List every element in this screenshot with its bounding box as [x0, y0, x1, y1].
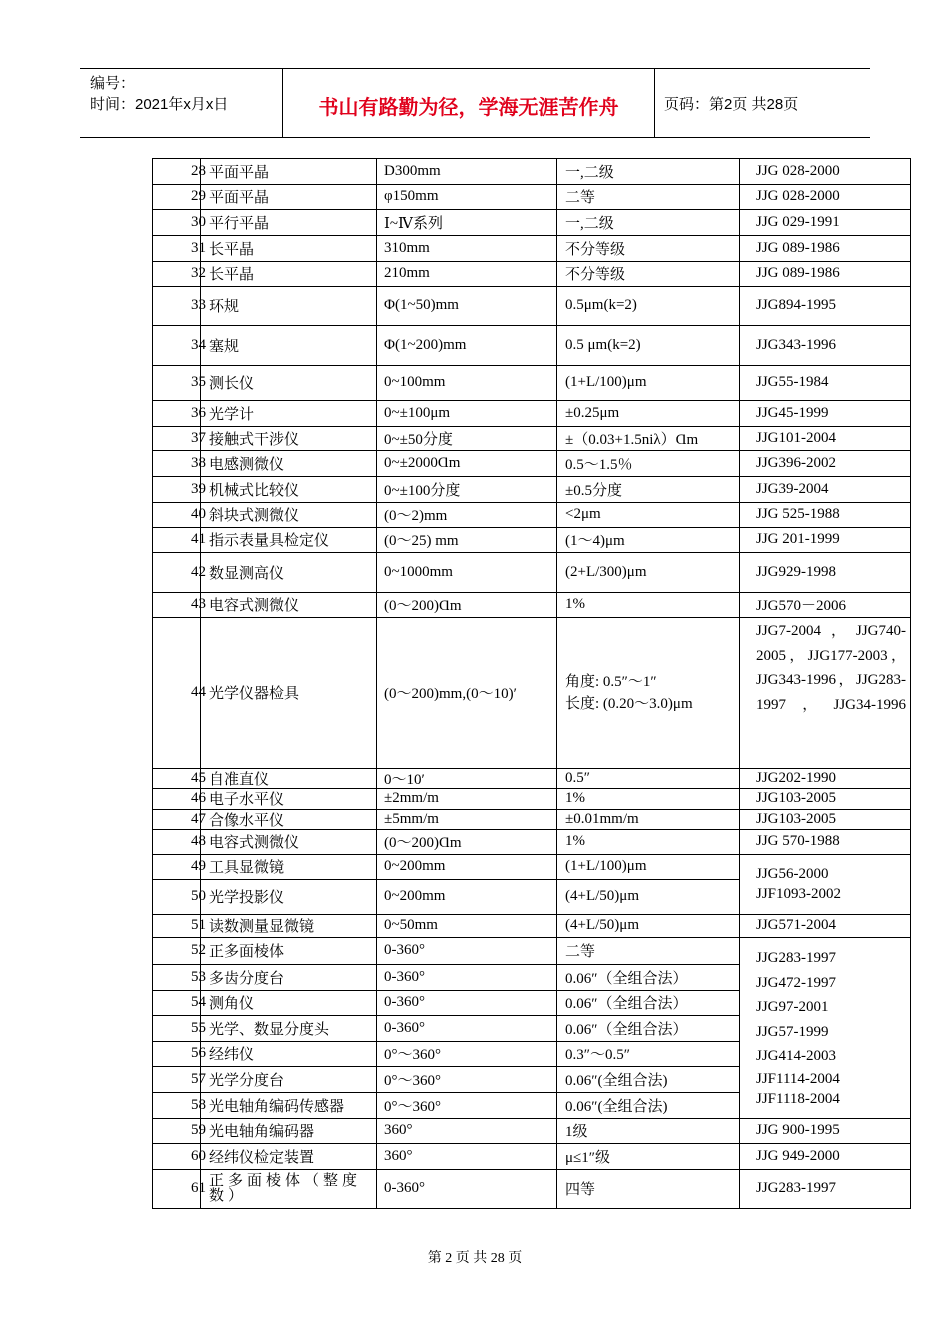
- standard-code: JJG97-2001: [756, 999, 829, 1016]
- standard-code: JJG101-2004: [756, 429, 837, 446]
- accuracy: 1%: [565, 833, 585, 849]
- measurement-range: 0~100mm: [384, 374, 446, 390]
- standard-code: JJG396-2002: [756, 454, 837, 471]
- accuracy: <2μm: [565, 506, 601, 522]
- instrument-name: 正多面棱体（整度数）: [209, 1172, 362, 1204]
- accuracy: (1+L/100)μm: [565, 858, 647, 874]
- instrument-name: 读数测量显微镜: [209, 919, 315, 935]
- accuracy: 0.06″（全组合法）: [565, 970, 688, 987]
- accuracy: 1级: [565, 1124, 588, 1140]
- instrument-name: 环规: [209, 299, 240, 315]
- accuracy: 四等: [565, 1182, 596, 1198]
- instrument-name: 测长仪: [209, 376, 255, 392]
- measurement-range: 0~±100分度: [384, 482, 461, 499]
- accuracy: 0.5μm(k=2): [565, 297, 637, 313]
- standard-code: JJG7-2004，JJG740-2005，JJG177-2003，JJG343-1996，JJG283-1997，JJG34-1996: [756, 623, 906, 713]
- accuracy: ±（0.03+1.5niλ）Ɑm: [565, 431, 699, 448]
- measurement-range: 0~1000mm: [384, 563, 453, 580]
- instrument-table: [152, 158, 911, 1209]
- page-footer: 第 2 页 共 28 页: [427, 1251, 523, 1266]
- instrument-name: 平面平晶: [209, 190, 270, 206]
- measurement-range: 0°～360°: [384, 1072, 441, 1089]
- instrument-name: 电容式测微仪: [209, 835, 300, 851]
- measurement-range: D300mm: [384, 162, 441, 179]
- standard-code: JJG414-2003: [756, 1048, 837, 1065]
- accuracy: ±0.01mm/m: [565, 810, 639, 827]
- header-meta: [90, 73, 228, 115]
- measurement-range: 0~200mm: [384, 858, 446, 874]
- row-number: 32: [191, 265, 206, 281]
- measurement-range: ±5mm/m: [384, 810, 439, 827]
- row-number: 55: [191, 1019, 206, 1036]
- column-line: [910, 158, 911, 1209]
- accuracy: (1+L/100)μm: [565, 374, 647, 390]
- standard-code: JJG472-1997: [756, 974, 837, 991]
- time-label: 时间：2021年x月x日: [90, 96, 229, 113]
- row-number: 41: [191, 531, 206, 547]
- accuracy: 不分等级: [565, 267, 626, 283]
- measurement-range: 0~±2000Ɑm: [384, 454, 461, 471]
- instrument-name: 电感测微仪: [209, 456, 285, 473]
- row-number: 60: [191, 1147, 206, 1164]
- row-number: 29: [191, 188, 206, 204]
- standard-code: JJG 089-1986: [756, 265, 840, 281]
- instrument-name: 光学仪器检具: [209, 686, 300, 702]
- standard-code: JJG 029-1991: [756, 213, 840, 230]
- accuracy-angle: 角度: 0.5″～1″: [565, 673, 657, 690]
- measurement-range: (0～200)mm,(0～10)′: [384, 686, 517, 702]
- standard-code: JJG 949-2000: [756, 1147, 840, 1164]
- row-number: 44: [191, 684, 206, 700]
- measurement-range: 0～10′: [384, 771, 425, 788]
- instrument-name: 光学分度台: [209, 1072, 285, 1089]
- standard-code: JJG283-1997: [756, 950, 837, 967]
- column-line: [556, 158, 557, 1209]
- measurement-range: (0～200)Ɑm: [384, 835, 462, 851]
- accuracy: ±0.25μm: [565, 404, 620, 421]
- row-number: 30: [191, 213, 206, 230]
- accuracy: [565, 617, 740, 768]
- accuracy: 0.06″（全组合法）: [565, 996, 688, 1012]
- measurement-range: 0-360°: [384, 968, 425, 985]
- measurement-range: Φ(1~50)mm: [384, 297, 459, 313]
- accuracy: 1%: [565, 596, 585, 612]
- measurement-range: 360°: [384, 1122, 413, 1138]
- row-number: 58: [191, 1096, 206, 1113]
- row-number: 50: [191, 888, 206, 904]
- accuracy: 一,二级: [565, 215, 614, 232]
- row-number: 56: [191, 1045, 206, 1061]
- row-number: 36: [191, 404, 206, 421]
- row-number: 46: [191, 790, 206, 806]
- row-number: 37: [191, 429, 206, 446]
- instrument-name: 长平晶: [209, 267, 255, 283]
- instrument-name: 光电轴角编码器: [209, 1124, 315, 1140]
- standard-code: JJF1118-2004: [756, 1090, 840, 1107]
- instrument-name: 光学、数显分度头: [209, 1021, 330, 1038]
- accuracy: 0.5～1.5％: [565, 456, 633, 473]
- instrument-name: 平行平晶: [209, 215, 270, 232]
- accuracy: ±0.5分度: [565, 482, 622, 499]
- standard-code: JJG343-1996: [756, 336, 837, 353]
- measurement-range: (0～200)Ɑm: [384, 598, 462, 614]
- instrument-name: 正多面棱体: [209, 944, 285, 960]
- header-page-label: 页码：第2页 共28页: [664, 96, 799, 113]
- measurement-range: ±2mm/m: [384, 790, 439, 806]
- standard-code: JJG 570-1988: [756, 833, 840, 849]
- accuracy: 0.06″(全组合法): [565, 1072, 668, 1089]
- standard-code: JJG57-1999: [756, 1023, 829, 1040]
- row-number: 42: [191, 563, 206, 580]
- standard-code: JJF1093-2002: [756, 886, 842, 902]
- standard-code: JJG39-2004: [756, 480, 829, 497]
- accuracy: 1%: [565, 790, 585, 806]
- standard-code: JJG103-2005: [756, 810, 837, 827]
- row-number: 61: [191, 1180, 206, 1196]
- row-number: 53: [191, 968, 206, 985]
- measurement-range: 0-360°: [384, 1180, 425, 1196]
- accuracy: 0.5 μm(k=2): [565, 336, 641, 353]
- standard-code: JJG 201-1999: [756, 531, 840, 547]
- row-number: 54: [191, 994, 206, 1010]
- standard-code: JJG 525-1988: [756, 506, 840, 522]
- instrument-name: 机械式比较仪: [209, 482, 300, 499]
- measurement-range: 0~±50分度: [384, 431, 453, 448]
- measurement-range: 310mm: [384, 239, 430, 256]
- accuracy: (1～4)μm: [565, 533, 625, 549]
- measurement-range: φ150mm: [384, 188, 439, 204]
- row-number: 38: [191, 454, 206, 471]
- header-motto: 书山有路勤为径，学海无涯苦作舟: [318, 95, 619, 119]
- measurement-range: 0-360°: [384, 1019, 425, 1036]
- page-header: [80, 68, 870, 138]
- instrument-name: 工具显微镜: [209, 860, 285, 876]
- instrument-name: 光学投影仪: [209, 890, 285, 906]
- accuracy: (2+L/300)μm: [565, 563, 647, 580]
- instrument-name: 经纬仪: [209, 1047, 255, 1063]
- row-number: 40: [191, 506, 206, 522]
- row-number: 52: [191, 942, 206, 958]
- row-number: 57: [191, 1070, 206, 1087]
- serial-label: 编号：: [90, 75, 136, 92]
- accuracy: 0.06″（全组合法）: [565, 1021, 688, 1038]
- standard-code: JJG929-1998: [756, 563, 837, 580]
- instrument-name: 长平晶: [209, 241, 255, 258]
- standard-code: JJG55-1984: [756, 374, 829, 390]
- measurement-range: 0~±100μm: [384, 404, 451, 421]
- standard-code: JJG45-1999: [756, 404, 829, 421]
- standard-code: JJG56-2000: [756, 866, 829, 882]
- measurement-range: 0-360°: [384, 994, 425, 1010]
- accuracy: 0.06″(全组合法): [565, 1098, 668, 1115]
- standard-code: JJG 028-2000: [756, 188, 840, 204]
- standard-code: JJG571-2004: [756, 917, 837, 933]
- standard-code: JJG283-1997: [756, 1180, 837, 1196]
- accuracy: 一,二级: [565, 164, 614, 181]
- row-number: 31: [191, 239, 206, 256]
- accuracy: (4+L/50)μm: [565, 888, 639, 904]
- instrument-name: 塞规: [209, 338, 240, 355]
- instrument-name: 合像水平仪: [209, 812, 285, 829]
- accuracy: 不分等级: [565, 241, 626, 258]
- instrument-name: 多齿分度台: [209, 970, 285, 987]
- instrument-name: 接触式干涉仪: [209, 431, 300, 448]
- standard-code: JJF1114-2004: [756, 1070, 840, 1087]
- accuracy: 0.3″～0.5″: [565, 1047, 630, 1063]
- row-number: 43: [191, 596, 206, 612]
- standard-code: JJG 900-1995: [756, 1122, 840, 1138]
- standard-code: JJG 028-2000: [756, 162, 840, 179]
- row-number: 39: [191, 480, 206, 497]
- instrument-name: 经纬仪检定装置: [209, 1149, 315, 1166]
- row-number: 33: [191, 297, 206, 313]
- row-number: 51: [191, 917, 206, 933]
- standard-code: JJG 089-1986: [756, 239, 840, 256]
- standard-code-group: [756, 937, 906, 1118]
- accuracy-length: 长度: (0.20～3.0)μm: [565, 695, 693, 712]
- measurement-range: 210mm: [384, 265, 430, 281]
- instrument-name: 光电轴角编码传感器: [209, 1098, 345, 1115]
- measurement-range: 0°～360°: [384, 1098, 441, 1115]
- measurement-range: 0~50mm: [384, 917, 438, 933]
- row-number: 48: [191, 833, 206, 849]
- row-number: 59: [191, 1122, 206, 1138]
- accuracy: (4+L/50)μm: [565, 917, 639, 933]
- instrument-name: 光学计: [209, 406, 255, 423]
- measurement-range: 0-360°: [384, 942, 425, 958]
- row-line: [152, 1208, 911, 1209]
- instrument-name: 电子水平仪: [209, 792, 285, 808]
- measurement-range: Φ(1~200)mm: [384, 336, 467, 353]
- standard-code: JJG103-2005: [756, 790, 837, 806]
- measurement-range: 0~200mm: [384, 888, 446, 904]
- measurement-range: (0～2)mm: [384, 508, 448, 524]
- accuracy: 0.5″: [565, 769, 590, 786]
- row-number: 28: [191, 162, 206, 179]
- measurement-range: 360°: [384, 1147, 413, 1164]
- standard-code: JJG570－2006: [756, 598, 847, 614]
- standard-code-group: [756, 854, 906, 914]
- accuracy: 二等: [565, 190, 596, 206]
- measurement-range: Ⅰ~Ⅳ系列: [384, 215, 444, 232]
- instrument-name: 指示表量具检定仪: [209, 533, 330, 549]
- row-number: 49: [191, 858, 206, 874]
- row-number: 35: [191, 374, 206, 390]
- accuracy: μ≤1″级: [565, 1149, 611, 1166]
- row-number: 47: [191, 810, 206, 827]
- measurement-range: 0°～360°: [384, 1047, 441, 1063]
- row-number: 45: [191, 769, 206, 786]
- accuracy: 二等: [565, 944, 596, 960]
- measurement-range: (0～25) mm: [384, 533, 459, 549]
- instrument-name: 测角仪: [209, 996, 255, 1012]
- instrument-name: 电容式测微仪: [209, 598, 300, 614]
- instrument-name: 平面平晶: [209, 164, 270, 181]
- instrument-name: 斜块式测微仪: [209, 508, 300, 524]
- instrument-name: 数显测高仪: [209, 565, 285, 582]
- standard-code: JJG202-1990: [756, 769, 837, 786]
- standard-code: JJG894-1995: [756, 297, 837, 313]
- instrument-name: 自准直仪: [209, 771, 270, 788]
- row-number: 34: [191, 336, 206, 353]
